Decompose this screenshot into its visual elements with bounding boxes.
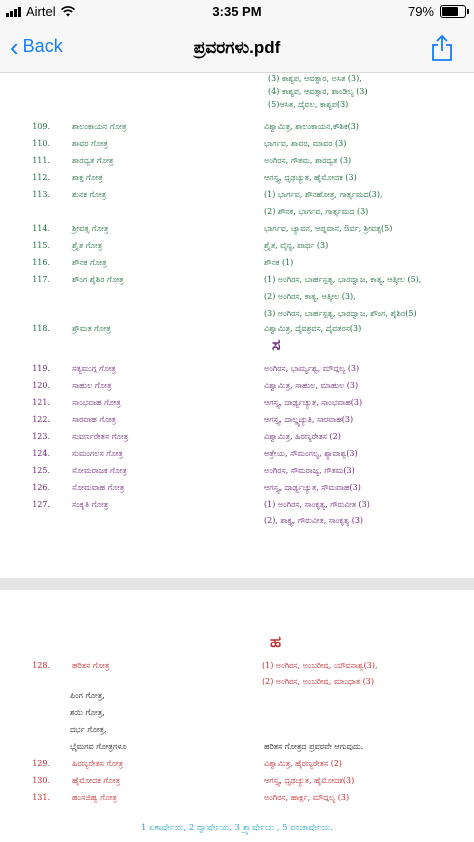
row-number: 113. — [32, 190, 50, 199]
pravara-text: ಅಂಗಿರಸ, ಸೌಮರಾಜ್ಯ, ಗೌತಮ(3) — [264, 466, 355, 475]
pravara-text: (1) ಅಂಗಿರಸ, ಸಾಂಕೃತ್ಯ, ಗೌರುವೀತ (3) — [264, 500, 370, 509]
pravara-text: ಶ್ರೈತ, ವೈನ್ಯ, ಪಾರ್ಥ (3) — [264, 241, 329, 250]
continuation-line: (5)ಆಸಿತ, ದೈವಲ, ಕಾಶ್ಯಪ(3) — [268, 100, 349, 109]
pravara-text: ಆಗಸ್ತ್ಯ, ದಾರ್ಢ್ಯಚ್ಯುತ, ಸೌಮವಾಹ(3) — [264, 483, 361, 492]
gotra-name: ಸತ್ಯಮುಗ್ಗ ಗೋತ್ರ — [72, 364, 116, 373]
gotra-name: ಸಂಕೃತಿ ಗೋತ್ರ — [72, 500, 109, 509]
row-number: 120. — [32, 381, 50, 390]
continuation-line: (3) ಕಾಶ್ಯಪ, ಆವತ್ಸಾರ, ಅಸಿತ (3), — [268, 74, 362, 83]
navigation-bar — [0, 24, 474, 73]
pravara-text: (2) ಅಂಗಿರಸ, ಅಂಬರೀಷ, ಮಾಂಧಾತ (3) — [262, 677, 375, 686]
pravara-text: ಆಗಸ್ತ್ಯ, ಧೃಢಚ್ಯುತ, ಹೈಮೋದಕ(3) — [264, 776, 355, 785]
carrier-label: Airtel — [26, 4, 56, 19]
pdf-page-1 — [0, 73, 474, 578]
pravara-text: ಶೌನಕ (1) — [264, 258, 294, 267]
pravara-text: ಆತ್ರೇಯ, ಸೌಮಂಗಲ್ಯ, ಶ್ಯಾವಾಶ್ವ(3) — [264, 449, 358, 458]
battery-icon — [440, 5, 466, 18]
pravara-text: ವಿಶ್ವಾಮಿತ್ರ, ಶಾಲಂಕಾಯನ,ಕೌಶಿಕ(3) — [264, 122, 359, 131]
row-number: 129. — [32, 759, 50, 768]
back-label: Back — [22, 36, 63, 56]
pravara-text: ಭಾರ್ಗವ, ಶಾವರ, ಮಾವರ (3) — [264, 139, 347, 148]
pravara-text: (1) ಅಂಗಿರಸ, ಬಾರ್ಹಸ್ಪತ್ಯ, ಭಾರದ್ವಾಜ, ಕಾತ್ಯ, ಆತ್ಕೀಲ (5), — [264, 275, 422, 284]
pravara-text: ವಿಶ್ವಾಮಿತ್ರ, ಹಿರಣ್ಯರೇತಸ (2) — [264, 432, 341, 441]
gotra-name: ಹೈಮೋದಕ ಗೋತ್ರ — [72, 776, 121, 785]
gotra-name: ಸುಮಂಗಲಸ ಗೋತ್ರ — [72, 449, 123, 458]
black-line: ದರ್ಭ ಗೋತ್ರ, — [70, 725, 107, 734]
gotra-name: ಸಾಹುಲ ಗೋತ್ರ — [72, 381, 112, 390]
gotra-name: ಸಾರವಾಹ ಗೋತ್ರ — [72, 415, 116, 424]
pravara-text: (1) ಭಾರ್ಗವ, ಶೌನಹೋತ್ರ, ಗಾರ್ತ್ಸಮದ(3), — [264, 190, 383, 199]
row-number: 112. — [32, 173, 50, 182]
clock: 3:35 PM — [212, 4, 262, 19]
row-number: 111. — [32, 156, 50, 165]
pravara-text: ಆಗಸ್ತ್ಯ, ಧೃಢಚ್ಯುತ, ಹೈಮೋದಕ (3) — [264, 173, 357, 182]
pravara-text: ಆಗಸ್ತ್ಯ, ದಾರ್ಢ್ಯಚ್ಯುತ, ಸಾಂಭವಾಹ(3) — [264, 398, 363, 407]
pravara-text: (3) ಅಂಗಿರಸ, ಬಾರ್ಹಸ್ಪತ್ಯ, ಭಾರದ್ವಾಜ, ಶೌಂಗ, ಶೈಶಿರ(5) — [264, 309, 417, 318]
row-number: 126. — [32, 483, 50, 492]
status-bar — [0, 0, 474, 24]
row-number: 117. — [32, 275, 50, 284]
row-number: 128. — [32, 661, 50, 670]
gotra-name: ಸೋಮವಾಹ ಗೋತ್ರ — [72, 483, 125, 492]
gotra-name: ಶೌನಕ ಗೋತ್ರ — [72, 258, 107, 267]
pravara-text: ವಿಶ್ವಾಮಿತ್ರ, ದೈವಶ್ರವಸ, ದೈವತರಸ(3) — [264, 324, 362, 333]
gotra-name: ಶ್ರೈತ ಗೋತ್ರ — [72, 241, 103, 250]
pravara-text: (1) ಅಂಗಿರಸ, ಅಂಬರೀಷ, ಯೌವನಾಶ್ವ(3), — [262, 661, 378, 670]
pravara-text: ವಿಶ್ವಾಮಿತ್ರ, ಹೈರಣ್ಯರೇತಸ (2) — [264, 759, 343, 768]
row-number: 109. — [32, 122, 50, 131]
gotra-name: ಶುನಕ ಗೋತ್ರ — [72, 190, 107, 199]
pravara-text: ಅಂಗಿರಸ, ಭಾರ್ಮ್ಯಶ್ವ, ಮೌದ್ಗಲ್ಯ (3) — [264, 364, 360, 373]
pdf-page-2 — [0, 590, 474, 842]
gotra-name: ಹರಿತಸ ಗೋತ್ರ — [72, 661, 110, 670]
battery-fill — [442, 7, 458, 16]
gotra-name: ಶಾಲಂಕಾಯನ ಗೋತ್ರ — [72, 122, 127, 131]
row-number: 123. — [32, 432, 50, 441]
pravara-text: ಆಗಸ್ತ್ಯ, ದಾಲ್ಡ್ಯಚ್ಯುತಿ, ಸಾರವಾಹ(3) — [264, 415, 354, 424]
share-icon[interactable] — [430, 34, 454, 62]
pravara-text: (2) ಅಂಗಿರಸ, ಕಾತ್ಯ, ಆತ್ಕೀಲ (3), — [264, 292, 356, 301]
row-number: 115. — [32, 241, 50, 250]
row-number: 127. — [32, 500, 50, 509]
gotra-name: ಶಾರದ್ವತ ಗೋತ್ರ — [72, 156, 114, 165]
page-separator — [0, 578, 474, 590]
gotra-name: ಸುವರ್ಣರೇತಸ ಗೋತ್ರ — [72, 432, 129, 441]
gotra-name: ಸೋಮರಾಜಕ ಗೋತ್ರ — [72, 466, 127, 475]
row-number: 131. — [32, 793, 50, 802]
row-number: 124. — [32, 449, 50, 458]
black-note: ಹರಿತಸ ಗೋತ್ರದ ಪ್ರವರವೇ ಆಗುವುದು. — [264, 742, 364, 751]
battery-percent: 79% — [407, 4, 434, 19]
gotra-name: ಶೌಂಗ ಶೈಶಿರ ಗೋತ್ರ — [72, 275, 124, 284]
gotra-name: ಶ್ರೀವತ್ಸ ಗೋತ್ರ — [72, 224, 109, 233]
black-line: ಭೈಮಗವ ಗೋತ್ರಗಳೂ — [70, 742, 127, 751]
pravara-text: ಅಂಗಿರಸ, ಗೌತಮ, ಶಾರದ್ವತ (3) — [264, 156, 352, 165]
document-title: ಪ್ರವರಗಳು.pdf — [193, 38, 281, 57]
pravara-text: (2), ಶಾಕ್ತ್ಯ, ಗೌರುವೀತ, ಸಾಂಕೃತ್ಯ (3) — [264, 516, 364, 525]
row-number: 110. — [32, 139, 50, 148]
gotra-name: ಸಾಂಭವಾಹ ಗೋತ್ರ — [72, 398, 121, 407]
row-number: 125. — [32, 466, 50, 475]
continuation-line: (4) ಕಾಶ್ಯಪ, ಆವತ್ಸಾರ, ಶಾಂಡಿಲ್ಯ (3) — [268, 87, 368, 96]
section-letter-sa: ಸ — [272, 335, 281, 354]
status-right — [408, 4, 466, 19]
black-line: ಶಯಿ ಗೋತ್ರ, — [70, 708, 105, 717]
gotra-name: ಹಂಸಜಿಹ್ವ ಗೋತ್ರ — [72, 793, 117, 802]
gotra-name: ಹಿರಣ್ಯರೇತಸ ಗೋತ್ರ — [72, 759, 124, 768]
row-number: 116. — [32, 258, 50, 267]
pravara-text: (2) ಶೌನಕ, ಭಾರ್ಗವ, ಗಾರ್ತ್ಸಮದ (3) — [264, 207, 369, 216]
gotra-name: ಶ್ರೌಮತ ಗೋತ್ರ — [72, 324, 111, 333]
chevron-left-icon: ‹ — [10, 31, 19, 62]
pravara-text: ವಿಶ್ವಾಮಿತ್ರ, ಸಾಹುಲ, ಮಾಹುಲ (3) — [264, 381, 359, 390]
section-letter-ha: ಹ — [270, 632, 282, 651]
pravara-text: ಭಾರ್ಗವ, ಚ್ಯಾವನ, ಆಪ್ನವಾನ, ಔರ್ವ, ಶ್ರೀವತ್ಸ(5) — [264, 224, 393, 233]
black-line: ಪಿಂಗ ಗೋತ್ರ, — [70, 691, 105, 700]
gotra-name: ಶಾಕ್ತ ಗೋತ್ರ — [72, 173, 103, 182]
row-number: 121. — [32, 398, 50, 407]
row-number: 122. — [32, 415, 50, 424]
row-number: 119. — [32, 364, 50, 373]
pravara-text: ಅಂಗಿರಸ, ಹಾರ್ಕ್ಷ, ಮೌದ್ಗಲ್ಯ (3) — [264, 793, 350, 802]
footer-note: 1 ಏಕಾರ್ಷೇಯ, 2 ದ್ವಾರ್ಷೇಯ, 3 ತ್ರ್ಯಾರ್ಷೇಯ , 5 ಪಂಚಾರ್ಷೇಯ. — [140, 823, 334, 833]
gotra-name: ಶಾವರ ಗೋತ್ರ — [72, 139, 108, 148]
row-number: 130. — [32, 776, 50, 785]
row-number: 118. — [32, 324, 50, 333]
row-number: 114. — [32, 224, 50, 233]
